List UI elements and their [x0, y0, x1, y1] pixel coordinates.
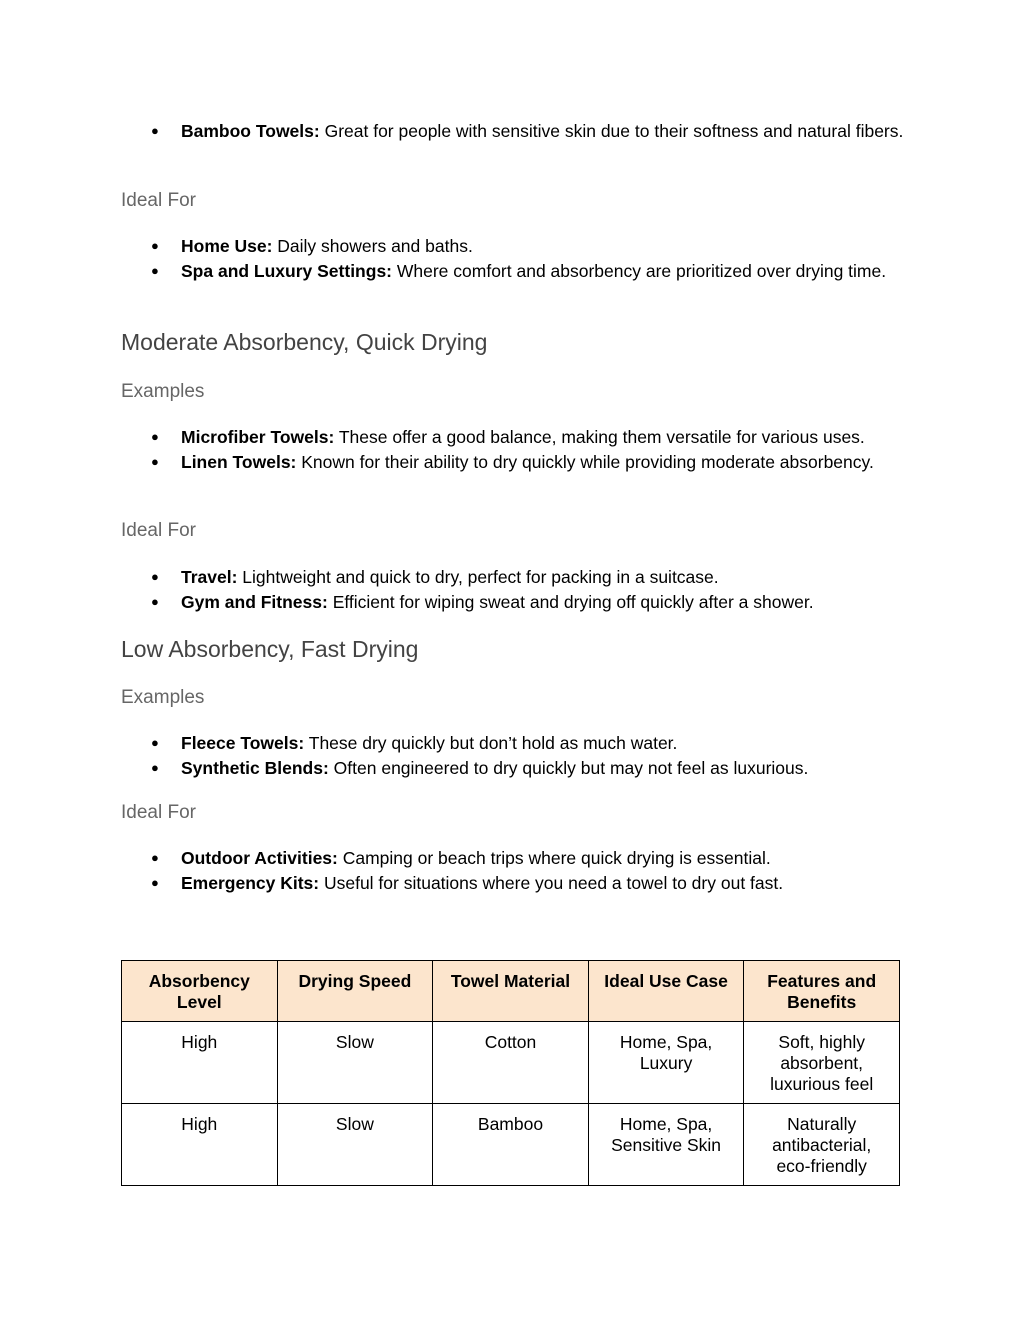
section-heading-low: Low Absorbency, Fast Drying	[121, 636, 419, 662]
table-cell: Home, Spa, Luxury	[588, 1022, 744, 1104]
ideal-for-heading-high: Ideal For	[121, 190, 196, 211]
table-cell: Soft, highly absorbent, luxurious feel	[744, 1022, 900, 1104]
bullet-icon: ●	[151, 569, 159, 584]
item-text: Daily showers and baths.	[272, 236, 473, 256]
list-item	[0, 234, 1024, 259]
table-row	[122, 1022, 900, 1104]
bullet-icon: ●	[151, 262, 159, 278]
bullet-icon: ●	[151, 123, 159, 138]
item-term: Linen Towels:	[181, 451, 297, 472]
bullet-icon: ●	[151, 453, 159, 469]
item-text: Great for people with sensitive skin due to their softness and natural fibers.	[319, 121, 904, 141]
item-text: These dry quickly but don’t hold as much water.	[304, 733, 678, 753]
table-cell: Naturally antibacterial, eco-friendly	[744, 1104, 900, 1186]
table-cell: Slow	[277, 1022, 433, 1104]
list-item	[0, 450, 1024, 475]
list-item	[0, 425, 1024, 450]
list-item	[0, 871, 1024, 896]
examples-heading-low: Examples	[121, 687, 205, 708]
ideal-for-list-moderate	[0, 565, 1024, 614]
examples-list-moderate	[0, 425, 1024, 474]
list-item	[0, 590, 1024, 615]
bullet-icon: ●	[151, 759, 159, 775]
table-cell: High	[122, 1022, 278, 1104]
list-item	[0, 259, 1024, 284]
item-term: Bamboo Towels:	[181, 121, 320, 141]
table-cell: Home, Spa, Sensitive Skin	[588, 1104, 744, 1186]
item-text: Often engineered to dry quickly but may not feel as luxurious.	[328, 757, 809, 778]
item-term: Gym and Fitness:	[181, 591, 328, 612]
table-row	[122, 1104, 900, 1186]
list-item	[0, 846, 1024, 871]
ideal-for-list-high	[0, 234, 1024, 283]
item-text: Useful for situations where you need a towel to dry out fast.	[319, 872, 784, 893]
list-item	[0, 565, 1024, 590]
section-heading-moderate: Moderate Absorbency, Quick Drying	[121, 329, 488, 355]
header-features-and-benefits: Features and Benefits	[744, 961, 900, 1022]
examples-heading-moderate: Examples	[121, 381, 205, 402]
header-ideal-use-case: Ideal Use Case	[588, 961, 744, 1022]
header-towel-material: Towel Material	[433, 961, 589, 1022]
list-item	[0, 731, 1024, 756]
towel-comparison-table	[121, 960, 900, 1186]
item-term: Fleece Towels:	[181, 733, 305, 753]
table-header-row	[122, 961, 900, 1022]
item-text: Where comfort and absorbency are prioritized over drying time.	[392, 260, 887, 281]
bullet-icon: ●	[151, 850, 159, 865]
item-term: Home Use:	[181, 236, 273, 256]
item-term: Microfiber Towels:	[181, 427, 335, 447]
item-text: These offer a good balance, making them versatile for various uses.	[334, 427, 865, 447]
header-absorbency-level: Absorbency Level	[122, 961, 278, 1022]
item-text: Known for their ability to dry quickly while providing moderate absorbency.	[296, 451, 874, 472]
ideal-for-heading-low: Ideal For	[121, 802, 196, 823]
item-text: Efficient for wiping sweat and drying off quickly after a shower.	[327, 591, 814, 612]
bullet-icon: ●	[151, 593, 159, 609]
list-item	[0, 756, 1024, 781]
item-term: Synthetic Blends:	[181, 757, 329, 778]
table-cell: Cotton	[433, 1022, 589, 1104]
item-term: Outdoor Activities:	[181, 848, 338, 868]
item-term: Travel:	[181, 567, 238, 587]
ideal-for-list-low	[0, 846, 1024, 895]
bamboo-bullet-list	[0, 119, 1024, 144]
list-item	[0, 119, 1024, 144]
item-term: Spa and Luxury Settings:	[181, 260, 392, 281]
ideal-for-heading-moderate: Ideal For	[121, 520, 196, 541]
item-term: Emergency Kits:	[181, 872, 320, 893]
bullet-icon: ●	[151, 874, 159, 890]
bullet-icon: ●	[151, 238, 159, 253]
bullet-icon: ●	[151, 735, 159, 750]
bullet-icon: ●	[151, 429, 159, 444]
item-text: Lightweight and quick to dry, perfect for packing in a suitcase.	[237, 567, 719, 587]
table-cell: High	[122, 1104, 278, 1186]
table-cell: Bamboo	[433, 1104, 589, 1186]
header-drying-speed: Drying Speed	[277, 961, 433, 1022]
examples-list-low	[0, 731, 1024, 780]
item-text: Camping or beach trips where quick drying is essential.	[337, 848, 771, 868]
table-cell: Slow	[277, 1104, 433, 1186]
